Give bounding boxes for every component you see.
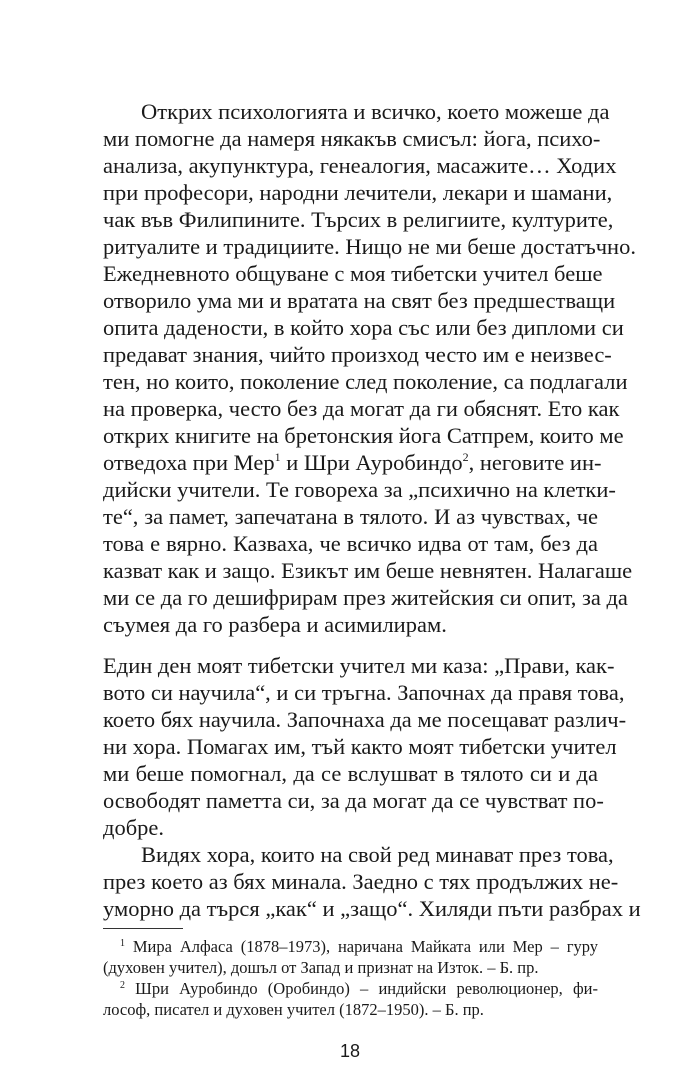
paragraph-2-line-5: ми беше помогнал, да се вслушват в тялото си и да	[103, 761, 598, 786]
paragraph-1-line-2: ми помогне да намеря някакъв смисъл: йога, психо-	[103, 126, 601, 151]
footnote-text: Мира Алфаса (1878–1973), наричана Майката или Мер – гуру	[125, 937, 598, 956]
paragraph-1-line-7: Ежедневното общуване с моя тибетски учител беше	[103, 261, 603, 286]
paragraph-1-line-15: дийски учители. Те говореха за „психично на клетки-	[103, 477, 616, 502]
footnote-ref-2: 2	[462, 450, 469, 464]
paragraph-1-line-6: ритуалите и традициите. Нищо не ми беше достатъчно.	[103, 234, 636, 259]
footnote-2-line-1	[120, 978, 598, 999]
footnote-2-number: 2	[120, 980, 125, 991]
paragraph-1-line-4: при професори, народни лечители, лекари и шамани,	[103, 180, 613, 205]
paragraph-3-line-3: уморно да търся „как“ и „защо“. Хиляди пъти разбрах и	[103, 896, 641, 921]
page-number: 18	[339, 1041, 361, 1061]
paragraph-2-line-6: освободят паметта си, за да могат да се чувстват по-	[103, 788, 604, 813]
paragraph-1-line-10: предават знания, чийто произход често им е неизвес-	[103, 342, 612, 367]
footnote-separator	[103, 928, 183, 929]
paragraph-2-line-3: което бях научила. Започнаха да ме посещават различ-	[103, 707, 627, 732]
footnote-ref-1: 1	[274, 450, 281, 464]
paragraph-3-line-1: Видях хора, които на свой ред минават през това,	[141, 842, 614, 867]
line-segment: отведоха при Мер	[103, 450, 275, 475]
paragraph-1-line-9: опита дадености, в който хора със или без дипломи си	[103, 315, 624, 340]
paragraph-1-line-1: Открих психологията и всичко, което можеше да	[141, 99, 610, 124]
paragraph-1-line-3: анализа, акупунктура, генеалогия, масажите… Ходих	[103, 153, 617, 178]
paragraph-1-line-17: това е вярно. Казваха, че всичко идва от там, без да	[103, 531, 598, 556]
paragraph-2-line-2: вото си научила“, и си тръгна. Започнах да правя това,	[103, 680, 625, 705]
paragraph-1-line-14	[103, 449, 602, 476]
paragraph-2-line-7: добре.	[103, 815, 165, 840]
paragraph-1-line-5: чак във Филипините. Търсих в религиите, културите,	[103, 207, 614, 232]
footnote-1-number: 1	[120, 938, 125, 949]
paragraph-1-line-18: казват как и защо. Езикът им беше невнятен. Налагаше	[103, 558, 633, 583]
paragraph-2-line-4: ни хора. Помагах им, тъй както моят тибетски учител	[103, 734, 617, 759]
paragraph-1-line-13: открих книгите на бретонския йога Сатпрем, които ме	[103, 423, 624, 448]
paragraph-1-line-20: съумея да го разбера и асимилирам.	[103, 612, 447, 637]
paragraph-3-line-2: през което аз бях минала. Заедно с тях продължих не-	[103, 869, 619, 894]
paragraph-1-line-16: те“, за памет, запечатана в тялото. И аз чувствах, че	[103, 504, 598, 529]
paragraph-2-line-1: Един ден моят тибетски учител ми каза: „Прави, как-	[103, 653, 615, 678]
paragraph-1-line-19: ми се да го дешифрирам през житейския си опит, за да	[103, 585, 628, 610]
line-segment: и Шри Ауробиндо	[280, 450, 463, 475]
footnote-text: Шри Ауробиндо (Оробиндо) – индийски революционер, фи-	[125, 979, 598, 998]
line-segment: , неговите ин-	[468, 450, 602, 475]
footnote-1-line-2: (духовен учител), дошъл от Запад и признат на Изток. – Б. пр.	[103, 958, 539, 977]
paragraph-1-line-11: тен, но които, поколение след поколение, са подлагали	[103, 369, 628, 394]
footnote-2-line-2: лософ, писател и духовен учител (1872–1950). – Б. пр.	[103, 1000, 484, 1019]
paragraph-1-line-8: отворило ума ми и вратата на свят без предшестващи	[103, 288, 616, 313]
paragraph-1-line-12: на проверка, често без да могат да ги обяснят. Ето как	[103, 396, 620, 421]
footnote-1-line-1	[120, 936, 598, 957]
